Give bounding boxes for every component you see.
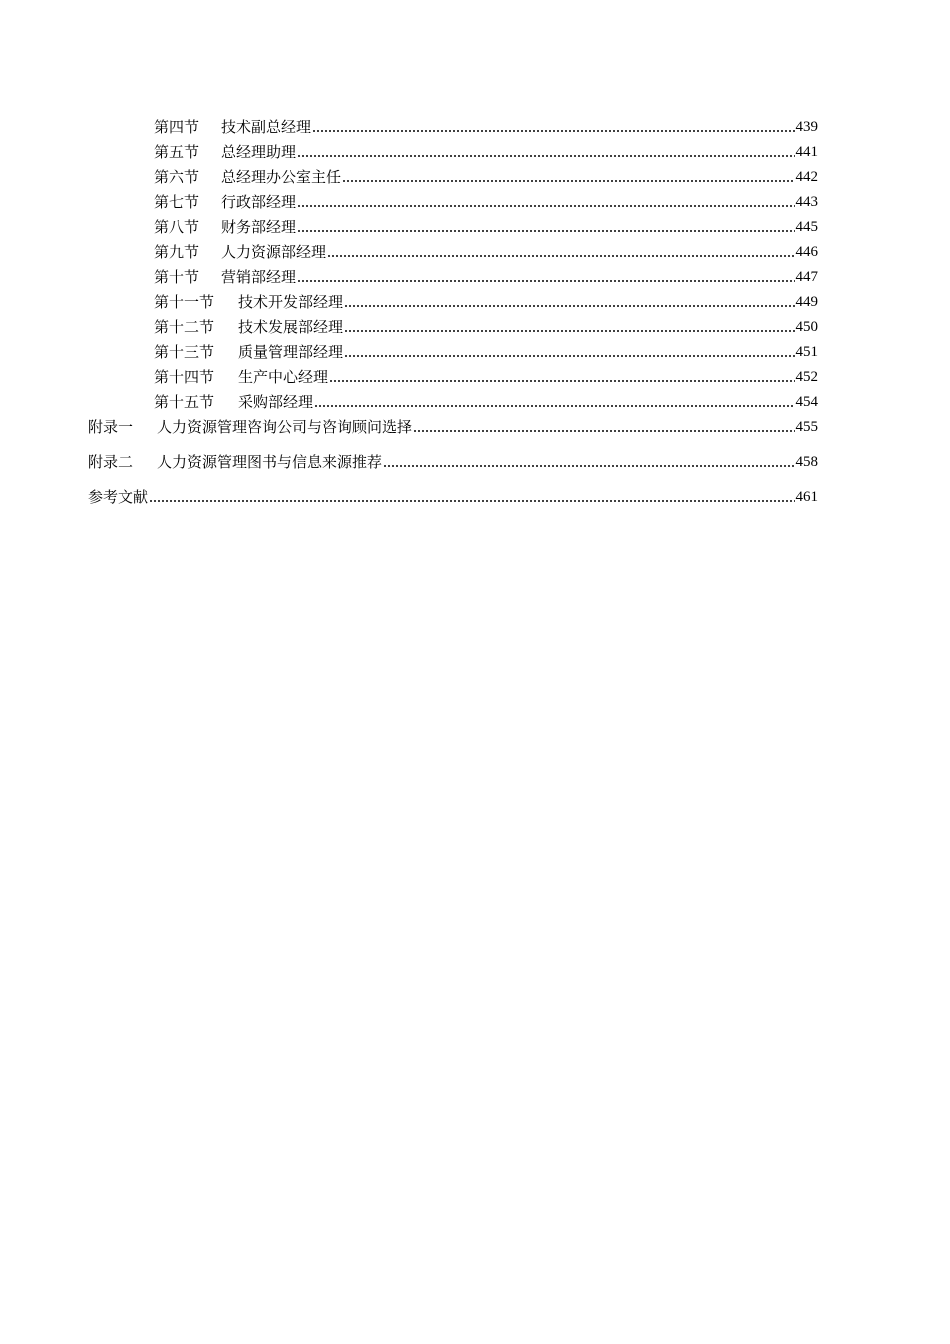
toc-entry-number: 第五节 <box>154 143 200 161</box>
toc-entry-title: 人力资源部经理 <box>221 243 327 261</box>
toc-entry-number: 第九节 <box>154 243 200 261</box>
toc-entry-number: 第八节 <box>154 218 200 236</box>
toc-dot-leader <box>344 329 794 333</box>
toc-page-number: 445 <box>795 219 818 235</box>
toc-entry-number: 附录一 <box>88 418 134 436</box>
toc-entry-title: 财务部经理 <box>221 218 297 236</box>
toc-entry-label <box>154 142 296 162</box>
toc-entry-label <box>88 487 148 507</box>
toc-dot-leader <box>297 154 794 158</box>
toc-entry-title: 技术副总经理 <box>221 118 312 136</box>
toc-dot-leader <box>312 129 794 133</box>
toc-dot-leader <box>327 254 794 258</box>
toc-page-number: 441 <box>795 144 818 160</box>
toc-entry-label <box>88 417 412 437</box>
toc-page-number: 439 <box>795 119 818 135</box>
toc-dot-leader <box>344 354 794 358</box>
toc-entry[interactable] <box>154 167 818 187</box>
toc-dot-leader <box>314 404 794 408</box>
toc-entry[interactable] <box>154 392 818 412</box>
toc-entry-number: 第十一节 <box>154 293 215 311</box>
toc-entry-number: 第四节 <box>154 118 200 136</box>
toc-entry-label <box>154 217 296 237</box>
toc-page-number: 458 <box>795 454 818 470</box>
toc-entry-title: 人力资源管理图书与信息来源推荐 <box>157 453 383 471</box>
toc-entry-label <box>154 242 326 262</box>
toc-page-number: 447 <box>795 269 818 285</box>
toc-entry-number: 第七节 <box>154 193 200 211</box>
toc-entry[interactable] <box>88 417 818 437</box>
toc-entry-label <box>154 192 296 212</box>
toc-entry-title: 技术开发部经理 <box>238 293 344 311</box>
toc-page-number: 450 <box>795 319 818 335</box>
toc-entry-title: 参考文献 <box>88 488 149 506</box>
toc-entry-title: 技术发展部经理 <box>238 318 344 336</box>
toc-entry[interactable] <box>154 367 818 387</box>
toc-entry-number: 第六节 <box>154 168 200 186</box>
toc-page-number: 443 <box>795 194 818 210</box>
toc-entry[interactable] <box>154 192 818 212</box>
toc-entry[interactable] <box>88 452 818 472</box>
toc-entry[interactable] <box>154 242 818 262</box>
toc-entry-number: 第十二节 <box>154 318 215 336</box>
toc-dot-leader <box>344 304 794 308</box>
toc-entry[interactable] <box>154 342 818 362</box>
toc-page-number: 454 <box>795 394 818 410</box>
toc-dot-leader <box>413 429 794 433</box>
toc-entry-title: 生产中心经理 <box>238 368 329 386</box>
toc-entry[interactable] <box>88 487 818 507</box>
toc-dot-leader <box>383 464 794 468</box>
toc-entry-number: 第十四节 <box>154 368 215 386</box>
toc-entry-number: 第十三节 <box>154 343 215 361</box>
toc-entry-title: 总经理助理 <box>221 143 297 161</box>
toc-dot-leader <box>329 379 794 383</box>
toc-page-number: 461 <box>795 489 818 505</box>
toc-page-number: 455 <box>795 419 818 435</box>
toc-entry[interactable] <box>154 217 818 237</box>
toc-entry-title: 人力资源管理咨询公司与咨询顾问选择 <box>157 418 413 436</box>
toc-entry-title: 行政部经理 <box>221 193 297 211</box>
toc-entry-number: 第十节 <box>154 268 200 286</box>
toc-dot-leader <box>297 204 794 208</box>
toc-entry-title: 质量管理部经理 <box>238 343 344 361</box>
toc-entry-label <box>154 342 343 362</box>
toc-entry-label <box>154 117 311 137</box>
toc-entry[interactable] <box>154 117 818 137</box>
toc-entry[interactable] <box>154 292 818 312</box>
toc-entry-number: 第十五节 <box>154 393 215 411</box>
toc-page-number: 451 <box>795 344 818 360</box>
toc-entry-label <box>154 392 313 412</box>
toc-entry-label <box>154 317 343 337</box>
toc-dot-leader <box>297 229 794 233</box>
toc-entry[interactable] <box>154 142 818 162</box>
toc-entry[interactable] <box>154 317 818 337</box>
toc-entry[interactable] <box>154 267 818 287</box>
toc-page-number: 442 <box>795 169 818 185</box>
toc-entry-label <box>154 292 343 312</box>
toc-page-number: 446 <box>795 244 818 260</box>
toc-page-number: 449 <box>795 294 818 310</box>
toc-entry-title: 采购部经理 <box>238 393 314 411</box>
toc-dot-leader <box>149 499 794 503</box>
toc-entry-label <box>154 167 341 187</box>
toc-entry-title: 总经理办公室主任 <box>221 168 342 186</box>
toc-entry-label <box>88 452 382 472</box>
toc-dot-leader <box>342 179 794 183</box>
toc-entry-number: 附录二 <box>88 453 134 471</box>
toc-entry-label <box>154 267 296 287</box>
toc-dot-leader <box>297 279 794 283</box>
toc-entry-label <box>154 367 328 387</box>
toc-page-number: 452 <box>795 369 818 385</box>
toc-entry-title: 营销部经理 <box>221 268 297 286</box>
